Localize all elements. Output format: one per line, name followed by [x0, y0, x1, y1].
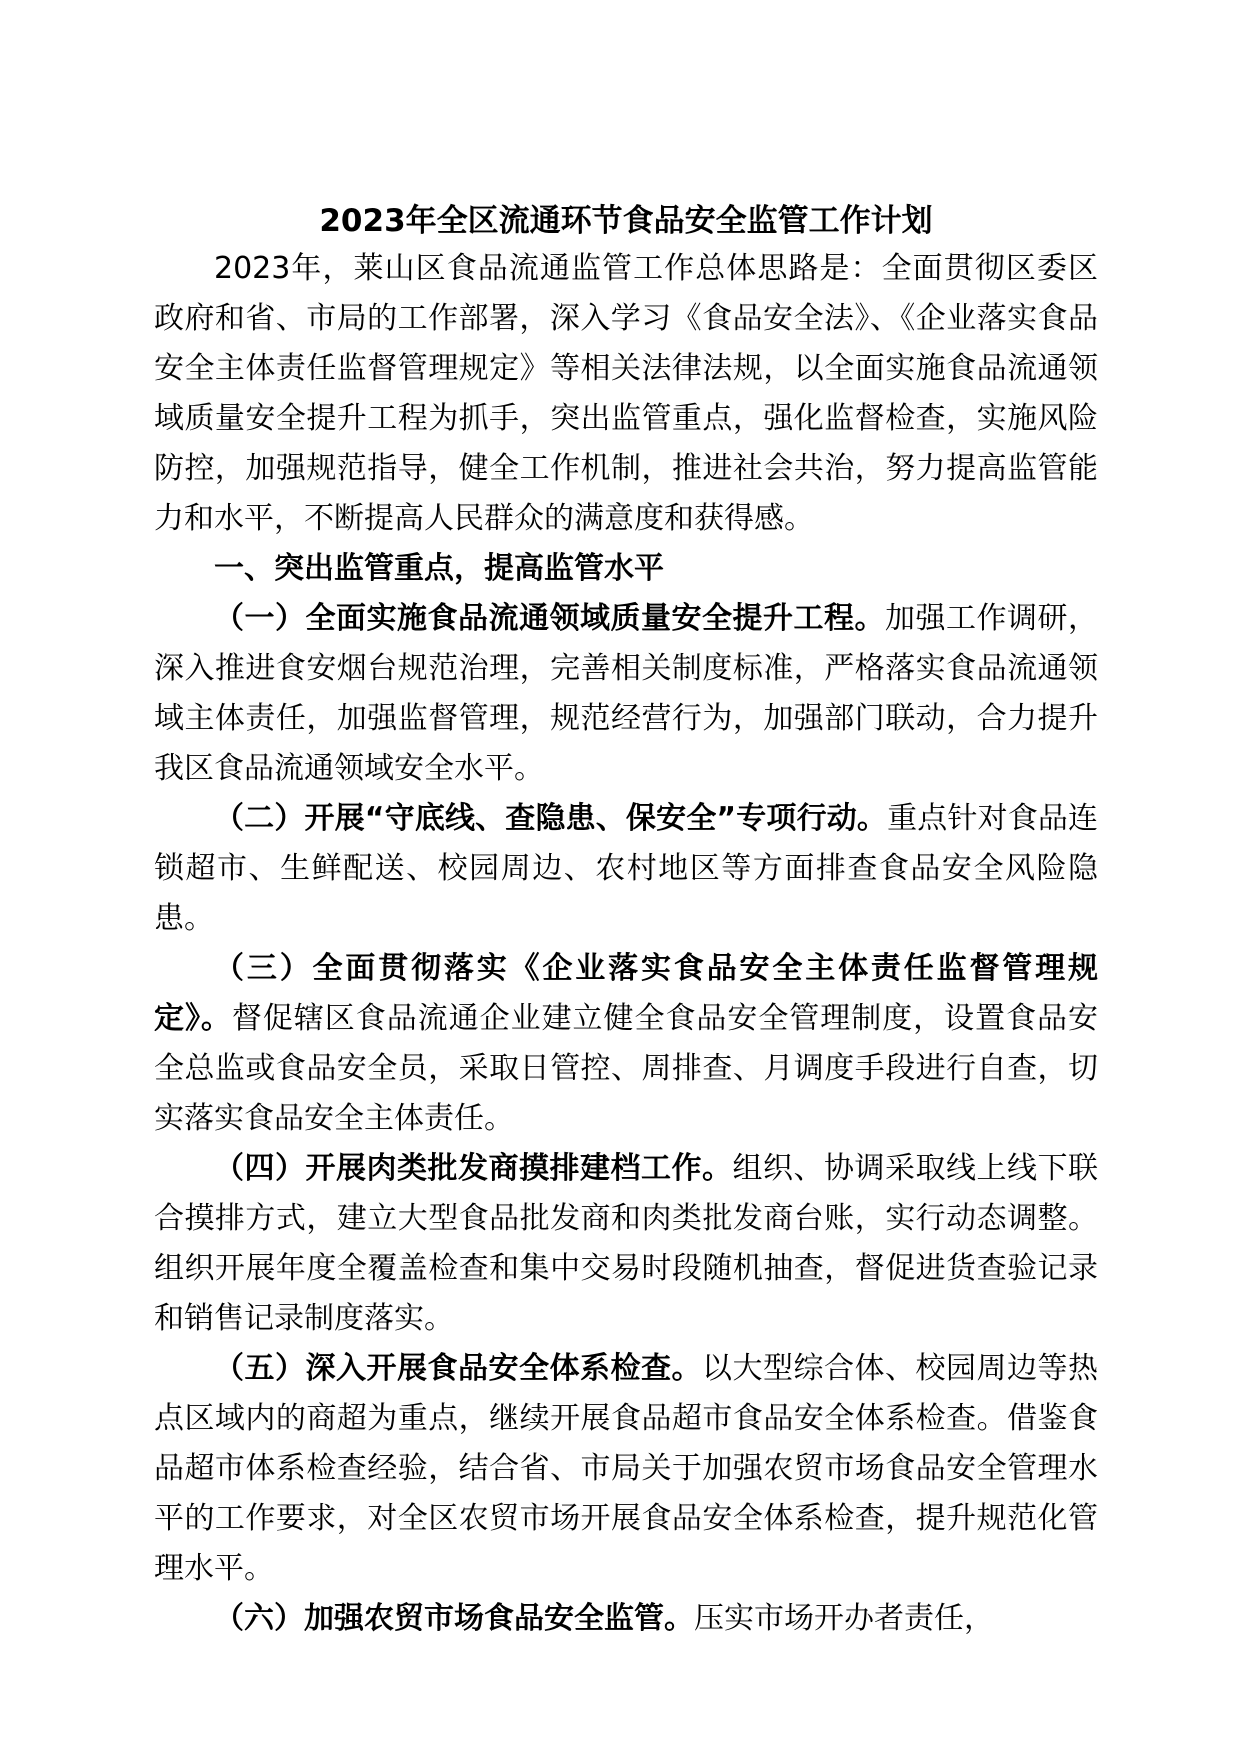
- document-title: 2023年全区流通环节食品安全监管工作计划: [319, 203, 933, 239]
- item-title: （二）开展“守底线、查隐患、保安全”专项行动。: [214, 801, 888, 836]
- item-body: 以大型综合体、校园周边等热点区域内的商超为重点，继续开展食品超市食品安全体系检查。借鉴食品超市体系检查经验，结合省、市局关于加强农贸市场食品安全管理水平的工作要求，对全区农贸市场开展食品安全体系检查，提升规范化管理水平。: [154, 1351, 1098, 1586]
- item-paragraph-3: [154, 944, 1098, 1144]
- item-title: （六）加强农贸市场食品安全监管。: [214, 1601, 694, 1636]
- item-paragraph-2: [154, 794, 1098, 944]
- item-title: （四）开展肉类批发商摸排建档工作。: [214, 1151, 733, 1186]
- item-paragraph-1: [154, 594, 1098, 794]
- item-title: （五）深入开展食品安全体系检查。: [214, 1351, 702, 1386]
- item-paragraph-6: [154, 1594, 1098, 1644]
- item-body: 压实市场开办者责任，: [694, 1601, 994, 1636]
- item-body: 组织、协调采取线上线下联合摸排方式，建立大型食品批发商和肉类批发商台账，实行动态调整。组织开展年度全覆盖检查和集中交易时段随机抽查，督促进货查验记录和销售记录制度落实。: [154, 1151, 1098, 1336]
- item-body: 加强工作调研，深入推进食安烟台规范治理，完善相关制度标准，严格落实食品流通领域主体责任，加强监督管理，规范经营行为，加强部门联动，合力提升我区食品流通领域安全水平。: [154, 601, 1098, 786]
- section-heading: 一、突出监管重点，提高监管水平: [214, 551, 664, 586]
- item-title: （一）全面实施食品流通领域质量安全提升工程。: [214, 601, 885, 636]
- item-body: 督促辖区食品流通企业建立健全食品安全管理制度，设置食品安全总监或食品安全员，采取日管控、周排查、月调度手段进行自查，切实落实食品安全主体责任。: [154, 1001, 1099, 1136]
- intro-paragraph: 2023年，莱山区食品流通监管工作总体思路是：全面贯彻区委区政府和省、市局的工作部署，深入学习《食品安全法》、《企业落实食品安全主体责任监督管理规定》等相关法律法规，以全面实施食品流通领域质量安全提升工程为抓手，突出监管重点，强化监督检查，实施风险防控，加强规范指导，健全工作机制，推进社会共治，努力提高监管能力和水平，不断提高人民群众的满意度和获得感。: [154, 251, 1098, 536]
- document-body: [154, 198, 1098, 1644]
- item-paragraph-5: [154, 1344, 1098, 1594]
- item-paragraph-4: [154, 1144, 1098, 1344]
- item-body: 重点针对食品连锁超市、生鲜配送、校园周边、农村地区等方面排查食品安全风险隐患。: [154, 801, 1099, 936]
- item-title: （三）全面贯彻落实《企业落实食品安全主体责任监督管理规定》。: [154, 951, 1098, 1036]
